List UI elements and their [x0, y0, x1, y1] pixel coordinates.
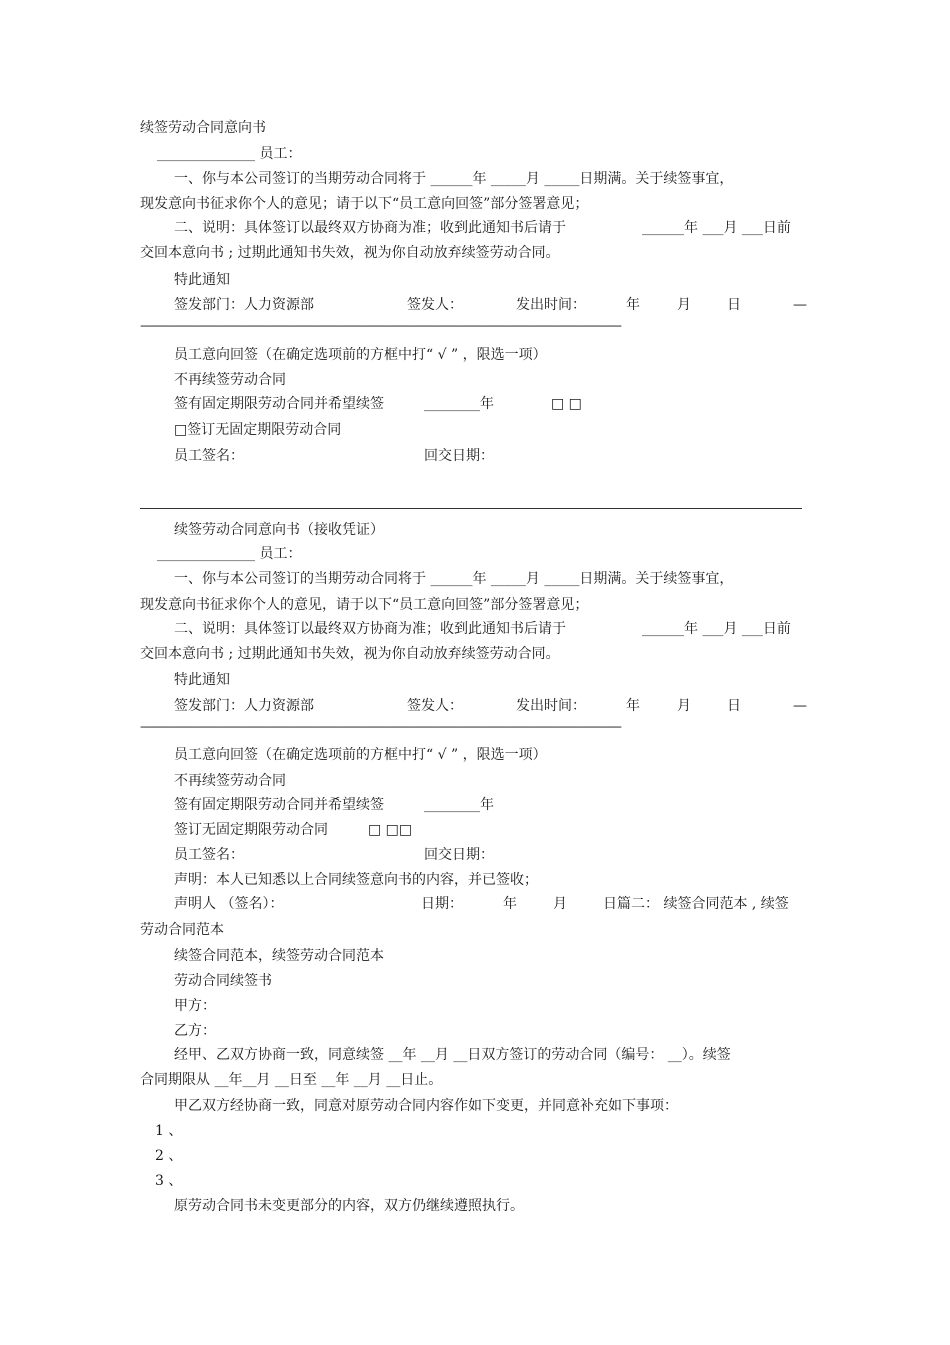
reply-heading-2: 员工意向回签（在确定选项前的方框中打“ √ ” ，限选一项）: [174, 747, 547, 763]
party-b: 乙方：: [174, 1023, 216, 1039]
option-open-term: □签订无固定期限劳动合同: [174, 422, 342, 438]
return-date-label-2: 回交日期：: [424, 847, 494, 863]
declaration-date-label: 日期：: [421, 896, 463, 912]
employee-line-2: ______________ 员工：: [157, 546, 302, 562]
paragraph-1b-2: 现发意向书征求你个人的意见，请于以下“员工意向回签”部分签署意见；: [140, 597, 589, 613]
paragraph-1a: 一、你与本公司签订的当期劳动合同将于 ______年 _____月 _____日期满。关于续签事宜，: [174, 171, 734, 187]
party-a: 甲方：: [174, 998, 216, 1014]
paragraph-2b: 交回本意向书 ; 过期此通知书失效，视为你自动放弃续签劳动合同。: [140, 245, 560, 261]
issue-dash-2: —: [793, 698, 807, 714]
option-checkboxes-2: □ □□: [368, 822, 413, 838]
issuer-label-2: 签发人：: [407, 698, 463, 714]
issue-month: 月: [677, 297, 691, 313]
declaration-tail: 日篇二： 续签合同范本 , 续签: [603, 896, 789, 912]
list-item: 2 、: [155, 1148, 183, 1164]
cut-line: [140, 508, 802, 509]
document-title: 续签劳动合同意向书: [140, 120, 266, 136]
agreement-b: 合同期限从 __年__月 __日至 __年 __月 __日止。: [140, 1072, 443, 1088]
dash-separator: ————————————————————————————————————————: [140, 318, 620, 334]
changes-intro: 甲乙双方经协商一致，同意对原劳动合同内容作如下变更，并同意补充如下事项：: [174, 1098, 678, 1114]
notice-label: 特此通知: [174, 272, 230, 288]
paragraph-2a-deadline-2: ______年 ___月 ___日前: [642, 621, 791, 637]
employee-line: ______________ 员工：: [157, 146, 302, 162]
reply-heading: 员工意向回签（在确定选项前的方框中打“ √ ” ，限选一项）: [174, 347, 547, 363]
issue-month-2: 月: [677, 698, 691, 714]
option-no-renewal-2: 不再续签劳动合同: [174, 773, 286, 789]
option-fixed-term-2: 签有固定期限劳动合同并希望续签: [174, 797, 384, 813]
paragraph-1b: 现发意向书征求你个人的意见；请于以下“员工意向回签”部分签署意见；: [140, 196, 589, 212]
issue-day-2: 日: [727, 698, 741, 714]
agreement-a: 经甲、乙双方协商一致，同意续签 __年 __月 __日双方签订的劳动合同（编号： __）。续签: [174, 1047, 731, 1063]
paragraph-2a-2: 二、说明：具体签订以最终双方协商为准；收到此通知书后请于: [174, 621, 566, 637]
option-open-term-2: 签订无固定期限劳动合同: [174, 822, 328, 838]
issuing-department: 签发部门：人力资源部: [174, 297, 314, 313]
issue-day: 日: [727, 297, 741, 313]
option-fixed-term-years-2: ________年: [424, 797, 494, 813]
employee-signature-label-2: 员工签名：: [174, 847, 244, 863]
option-fixed-term: 签有固定期限劳动合同并希望续签: [174, 396, 384, 412]
issue-year-2: 年: [626, 698, 640, 714]
option-fixed-term-years: ________年: [424, 396, 494, 412]
declaration-tail-2: 劳动合同范本: [140, 922, 224, 938]
paragraph-2a-deadline: ______年 ___月 ___日前: [642, 220, 791, 236]
issuer-label: 签发人：: [407, 297, 463, 313]
declaration-year: 年: [503, 896, 517, 912]
issue-time-label: 发出时间：: [516, 297, 586, 313]
issue-year: 年: [626, 297, 640, 313]
issue-dash: —: [793, 297, 807, 313]
paragraph-2b-2: 交回本意向书 ; 过期此通知书失效，视为你自动放弃续签劳动合同。: [140, 646, 560, 662]
paragraph-2a: 二、说明：具体签订以最终双方协商为准；收到此通知书后请于: [174, 220, 566, 236]
closing-statement: 原劳动合同书未变更部分的内容，双方仍继续遵照执行。: [174, 1198, 524, 1214]
paragraph-1a-2: 一、你与本公司签订的当期劳动合同将于 ______年 _____月 _____日期满。关于续签事宜，: [174, 571, 734, 587]
option-no-renewal: 不再续签劳动合同: [174, 372, 286, 388]
employee-signature-label: 员工签名：: [174, 448, 244, 464]
declaration-month: 月: [553, 896, 567, 912]
return-date-label: 回交日期：: [424, 448, 494, 464]
issue-time-label-2: 发出时间：: [516, 698, 586, 714]
issuing-department-2: 签发部门：人力资源部: [174, 698, 314, 714]
template-heading: 续签合同范本，续签劳动合同范本: [174, 948, 384, 964]
list-item: 1 、: [155, 1123, 183, 1139]
renewal-subtitle: 劳动合同续签书: [174, 973, 272, 989]
notice-label-2: 特此通知: [174, 672, 230, 688]
declarer-signature: 声明人 （签名）：: [174, 896, 284, 912]
option-checkboxes: □ □: [551, 396, 582, 412]
dash-separator-2: ————————————————————————————————————————: [140, 719, 620, 735]
receipt-title: 续签劳动合同意向书（接收凭证）: [174, 522, 384, 538]
declaration: 声明：本人已知悉以上合同续签意向书的内容，并已签收；: [174, 872, 538, 888]
list-item: 3 、: [155, 1173, 183, 1189]
